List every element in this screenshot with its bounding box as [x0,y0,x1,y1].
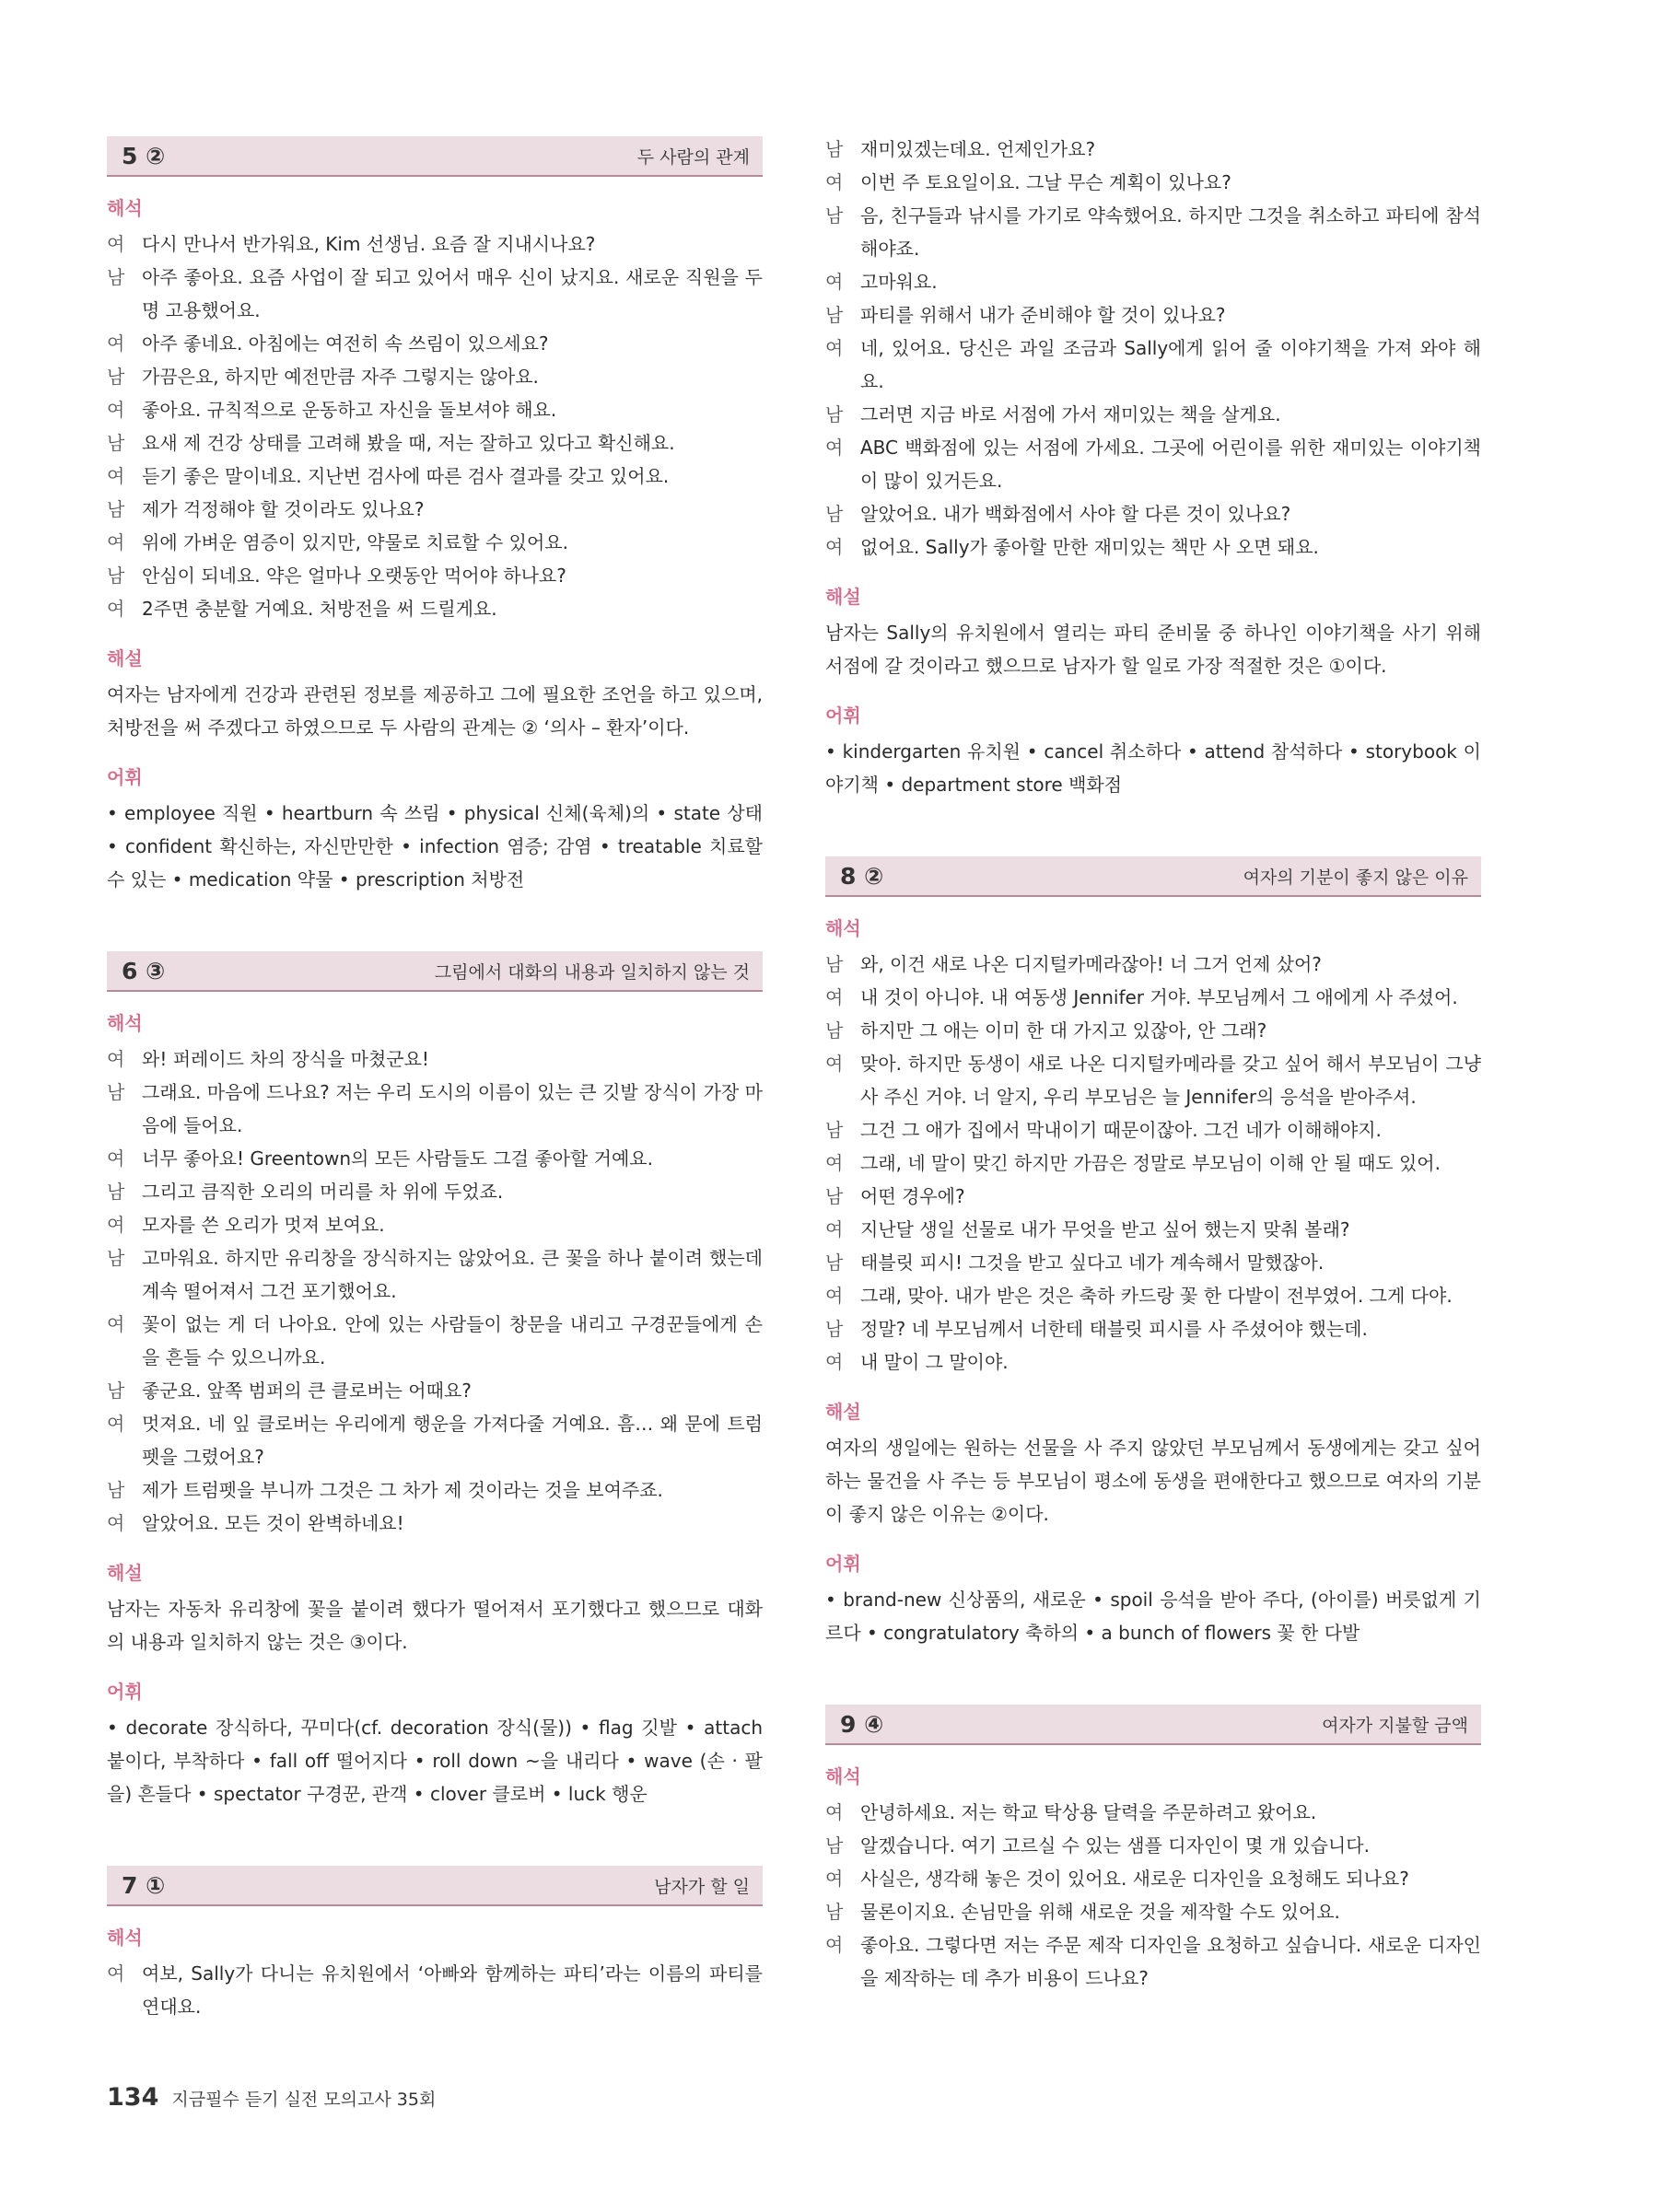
q7-dialogue-right [825,133,1481,564]
dialogue-line [107,1957,763,2023]
dialogue-line [107,1308,763,1374]
q6-translation-label: 해석 [107,1012,143,1034]
utterance: 제가 걱정해야 할 것이라도 있나요? [142,498,425,520]
speaker: 여 [825,271,844,293]
dialogue-line [825,265,1481,298]
q6-explanation-label: 해설 [107,1562,143,1584]
q6-number: 6 ③ [122,957,166,984]
dialogue-line [107,460,763,493]
speaker: 남 [107,432,125,454]
q7-translation-label: 해석 [107,1927,143,1949]
dialogue-line [825,981,1481,1014]
q8-translation-label: 해석 [825,917,861,939]
dialogue-line [825,166,1481,199]
dialogue-line [107,1076,763,1142]
speaker: 여 [107,1048,125,1070]
speaker: 남 [825,204,844,227]
utterance: 아주 좋네요. 아침에는 여전히 속 쓰림이 있으세요? [142,332,549,355]
q6-vocab: • decorate 장식하다, 꾸미다(cf. decoration 장식(물)) • flag 깃발 • attach 붙이다, 부착하다 • fall off 떨어지다 • roll down ~을 내리다 • wave (손 · 팔을) 흔들다 • spectator 구경꾼, 관객 • clover 클로버 • luck 행운 [107,1717,763,1805]
utterance: 음, 친구들과 낚시를 가기로 약속했어요. 하지만 그것을 취소하고 파티에 참석해야죠. [860,204,1481,260]
speaker: 여 [107,465,125,487]
q7-number: 7 ① [122,1871,166,1899]
speaker: 남 [107,1081,125,1103]
dialogue-line [825,1180,1481,1213]
q7-explanation-label: 해설 [825,586,861,608]
utterance: 다시 만나서 반가워요, Kim 선생님. 요즘 잘 지내시나요? [142,233,596,255]
speaker: 남 [107,498,125,520]
q7-explanation: 남자는 Sally의 유치원에서 열리는 파티 준비물 중 하나인 이야기책을 사기 위해 서점에 갈 것이라고 했으므로 남자가 할 일로 가장 적절한 것은 ①이다. [825,622,1481,677]
q8-explanation-label: 해설 [825,1401,861,1423]
utterance: 그건 그 애가 집에서 막내이기 때문이잖아. 그건 네가 이해해야지. [860,1119,1382,1141]
q9-translation-label: 해석 [825,1765,861,1787]
utterance: 네, 있어요. 당신은 과일 조금과 Sally에게 읽어 줄 이야기책을 가져 와야 해요. [860,337,1481,392]
dialogue-line [825,497,1481,530]
utterance: 없어요. Sally가 좋아할 만한 재미있는 책만 사 오면 돼요. [860,536,1319,558]
speaker: 여 [107,1214,125,1236]
q5-number: 5 ② [122,142,166,169]
q7-header [107,1866,763,1906]
dialogue-line [107,1407,763,1473]
utterance: 너무 좋아요! Greentown의 모든 사람들도 그걸 좋아할 거예요. [142,1147,653,1170]
q9-topic: 여자가 지불할 금액 [1322,1715,1468,1736]
q8-number: 8 ② [840,862,884,890]
utterance: 그리고 큼직한 오리의 머리를 차 위에 두었죠. [142,1181,504,1203]
q9-dialogue [825,1796,1481,1995]
utterance: 그래요. 마음에 드나요? 저는 우리 도시의 이름이 있는 큰 깃발 장식이 가장 마음에 들어요. [142,1081,763,1136]
utterance: 알았어요. 모든 것이 완벽하네요! [142,1512,404,1534]
q6-vocab-label: 어휘 [107,1681,143,1703]
utterance: 파티를 위해서 내가 준비해야 할 것이 있나요? [860,304,1226,326]
dialogue-line [825,1895,1481,1928]
speaker: 남 [825,1185,844,1207]
dialogue-line [825,1014,1481,1047]
q8-vocab-label: 어휘 [825,1553,861,1575]
utterance: 아주 좋아요. 요즘 사업이 잘 되고 있어서 매우 신이 났지요. 새로운 직원을 두 명 고용했어요. [142,266,763,321]
speaker: 여 [107,1962,125,1985]
dialogue-line [107,592,763,625]
speaker: 여 [825,1868,844,1890]
q9-header [825,1705,1481,1745]
utterance: 안심이 되네요. 약은 얼마나 오랫동안 먹어야 하나요? [142,565,566,587]
utterance: 위에 가벼운 염증이 있지만, 약물로 치료할 수 있어요. [142,531,568,553]
dialogue-line [107,1142,763,1175]
speaker: 여 [825,986,844,1008]
speaker: 여 [107,1512,125,1534]
utterance: 어떤 경우에? [860,1185,965,1207]
speaker: 남 [825,1901,844,1923]
utterance: 꽃이 없는 게 더 나아요. 안에 있는 사람들이 창문을 내리고 구경꾼들에게 손을 흔들 수 있으니까요. [142,1313,763,1368]
dialogue-line [107,1175,763,1208]
dialogue-line [107,1042,763,1076]
speaker: 여 [825,1285,844,1307]
dialogue-line [107,1473,763,1507]
speaker: 남 [825,1119,844,1141]
utterance: 맞아. 하지만 동생이 새로 나온 디지털카메라를 갖고 싶어 해서 부모님이 그냥 사 주신 거야. 너 알지, 우리 부모님은 늘 Jennifer의 응석을 받아주셔. [860,1053,1481,1108]
utterance: 이번 주 토요일이요. 그날 무슨 계획이 있나요? [860,171,1231,193]
dialogue-line [107,526,763,559]
speaker: 남 [825,304,844,326]
q5-topic: 두 사람의 관계 [636,146,750,168]
dialogue-line [825,1862,1481,1895]
q8-topic: 여자의 기분이 좋지 않은 이유 [1243,867,1468,888]
dialogue-line [107,426,763,460]
dialogue-line [825,431,1481,497]
q7-vocab-label: 어휘 [825,704,861,727]
utterance: 알았어요. 내가 백화점에서 사야 할 다른 것이 있나요? [860,503,1291,525]
q5-header [107,136,763,177]
book-title: 지금필수 듣기 실전 모의고사 35회 [171,2090,437,2110]
dialogue-line [825,1312,1481,1345]
dialogue-line [825,1279,1481,1312]
speaker: 남 [825,1318,844,1340]
utterance: 지난달 생일 선물로 내가 무엇을 받고 싶어 했는지 맞춰 볼래? [860,1218,1350,1240]
speaker: 여 [825,1053,844,1075]
speaker: 여 [825,1801,844,1823]
dialogue-line [107,1241,763,1308]
utterance: 하지만 그 애는 이미 한 대 가지고 있잖아, 안 그래? [860,1019,1267,1042]
dialogue-line [825,332,1481,398]
q5-dialogue [107,227,763,625]
speaker: 남 [825,1019,844,1042]
q5-explanation: 여자는 남자에게 건강과 관련된 정보를 제공하고 그에 필요한 조언을 하고 있으며, 처방전을 써 주겠다고 하였으므로 두 사람의 관계는 ② ‘의사 – 환자’이다. [107,683,763,739]
speaker: 여 [825,437,844,459]
speaker: 남 [107,1380,125,1402]
speaker: 여 [825,1218,844,1240]
dialogue-line [825,199,1481,265]
utterance: 여보, Sally가 다니는 유치원에서 ‘아빠와 함께하는 파티’라는 이름의 파티를 연대요. [142,1962,763,2018]
utterance: 와, 이건 새로 나온 디지털카메라잖아! 너 그거 언제 샀어? [860,953,1322,975]
utterance: 내 말이 그 말이야. [860,1351,1009,1373]
q6-header [107,951,763,992]
dialogue-line [825,1345,1481,1379]
utterance: 2주면 충분할 거예요. 처방전을 써 드릴게요. [142,598,497,620]
utterance: 가끔은요, 하지만 예전만큼 자주 그렇지는 않아요. [142,366,539,388]
page-number: 134 [107,2083,159,2112]
q6-explanation: 남자는 자동차 유리창에 꽃을 붙이려 했다가 떨어져서 포기했다고 했으므로 대화의 내용과 일치하지 않는 것은 ③이다. [107,1598,763,1653]
speaker: 여 [107,399,125,421]
utterance: 태블릿 피시! 그것을 받고 싶다고 네가 계속해서 말했잖아. [860,1252,1325,1274]
utterance: 내 것이 아니야. 내 여동생 Jennifer 거야. 부모님께서 그 애에게 사 주셨어. [860,986,1458,1008]
speaker: 여 [825,1152,844,1174]
dialogue-line [825,1213,1481,1246]
utterance: 모자를 쓴 오리가 멋져 보여요. [142,1214,385,1236]
q8-explanation: 여자의 생일에는 원하는 선물을 사 주지 않았던 부모님께서 동생에게는 갖고 싶어 하는 물건을 사 주는 등 부모님이 평소에 동생을 편애한다고 했으므로 여자의 기분이 좋지 않은 이유는 ②이다. [825,1437,1481,1525]
dialogue-line [107,360,763,393]
dialogue-line [825,530,1481,564]
speaker: 남 [107,1479,125,1501]
speaker: 남 [107,565,125,587]
dialogue-line [825,1047,1481,1113]
dialogue-line [107,1208,763,1241]
utterance: 알겠습니다. 여기 고르실 수 있는 샘플 디자인이 몇 개 있습니다. [860,1834,1370,1857]
utterance: ABC 백화점에 있는 서점에 가세요. 그곳에 어린이를 위한 재미있는 이야기책이 많이 있거든요. [860,437,1481,492]
speaker: 남 [825,403,844,425]
dialogue-line [825,298,1481,332]
dialogue-line [825,1113,1481,1147]
speaker: 남 [825,503,844,525]
utterance: 재미있겠는데요. 언제인가요? [860,138,1096,160]
q6-topic: 그림에서 대화의 내용과 일치하지 않는 것 [434,961,750,983]
dialogue-line [107,393,763,426]
dialogue-line [107,327,763,360]
speaker: 여 [107,332,125,355]
dialogue-line [825,1246,1481,1279]
speaker: 남 [107,366,125,388]
speaker: 남 [825,1252,844,1274]
utterance: 제가 트럼펫을 부니까 그것은 그 차가 제 것이라는 것을 보여주죠. [142,1479,663,1501]
speaker: 여 [107,233,125,255]
utterance: 물론이지요. 손님만을 위해 새로운 것을 제작할 수도 있어요. [860,1901,1340,1923]
q8-header [825,856,1481,897]
utterance: 요새 제 건강 상태를 고려해 봤을 때, 저는 잘하고 있다고 확신해요. [142,432,675,454]
q9-number: 9 ④ [840,1710,884,1738]
utterance: 안녕하세요. 저는 학교 탁상용 달력을 주문하려고 왔어요. [860,1801,1317,1823]
left-column [107,136,763,2023]
dialogue-line [825,1147,1481,1180]
speaker: 남 [825,953,844,975]
page-footer [107,2083,436,2112]
dialogue-line [825,398,1481,431]
utterance: 그러면 지금 바로 서점에 가서 재미있는 책을 살게요. [860,403,1281,425]
q5-explanation-label: 해설 [107,647,143,669]
speaker: 여 [825,536,844,558]
dialogue-line [107,261,763,327]
utterance: 고마워요. [860,271,938,293]
speaker: 남 [107,1181,125,1203]
q6-dialogue [107,1042,763,1540]
speaker: 남 [107,266,125,288]
dialogue-line [107,493,763,526]
right-column [825,133,1481,1995]
utterance: 멋져요. 네 잎 클로버는 우리에게 행운을 가져다줄 거예요. 흠… 왜 문에 트럼펫을 그렸어요? [142,1413,763,1468]
dialogue-line [107,227,763,261]
dialogue-line [825,1796,1481,1829]
dialogue-line [825,133,1481,166]
q7-topic: 남자가 할 일 [654,1876,750,1897]
q7-dialogue-left [107,1957,763,2023]
utterance: 정말? 네 부모님께서 너한테 태블릿 피시를 사 주셨어야 했는데. [860,1318,1368,1340]
speaker: 여 [107,1147,125,1170]
speaker: 여 [107,531,125,553]
utterance: 듣기 좋은 말이네요. 지난번 검사에 따른 검사 결과를 갖고 있어요. [142,465,670,487]
speaker: 남 [825,138,844,160]
speaker: 여 [107,1413,125,1435]
utterance: 좋군요. 앞쪽 범퍼의 큰 클로버는 어때요? [142,1380,472,1402]
dialogue-line [107,559,763,592]
speaker: 여 [825,1351,844,1373]
speaker: 남 [107,1247,125,1269]
dialogue-line [107,1374,763,1407]
utterance: 고마워요. 하지만 유리창을 장식하지는 않았어요. 큰 꽃을 하나 붙이려 했는데 계속 떨어져서 그건 포기했어요. [142,1247,763,1302]
dialogue-line [107,1507,763,1540]
dialogue-line [825,948,1481,981]
speaker: 여 [107,1313,125,1335]
q8-vocab: • brand-new 신상품의, 새로운 • spoil 응석을 받아 주다, (아이를) 버릇없게 기르다 • congratulatory 축하의 • a bunch of flowers 꽃 한 다발 [825,1589,1481,1644]
speaker: 여 [107,598,125,620]
speaker: 여 [825,1934,844,1956]
q5-vocab: • employee 직원 • heartburn 속 쓰림 • physical 신체(육체)의 • state 상태 • confident 확신하는, 자신만만한 • infection 염증; 감염 • treatable 치료할 수 있는 • medication 약물 • prescription 처방전 [107,802,763,891]
utterance: 와! 퍼레이드 차의 장식을 마쳤군요! [142,1048,429,1070]
utterance: 좋아요. 규칙적으로 운동하고 자신을 돌보셔야 해요. [142,399,557,421]
utterance: 사실은, 생각해 놓은 것이 있어요. 새로운 디자인을 요청해도 되나요? [860,1868,1409,1890]
q7-vocab: • kindergarten 유치원 • cancel 취소하다 • attend 참석하다 • storybook 이야기책 • department store 백화점 [825,740,1481,796]
utterance: 그래, 네 말이 맞긴 하지만 가끔은 정말로 부모님이 이해 안 될 때도 있어. [860,1152,1441,1174]
speaker: 여 [825,171,844,193]
utterance: 그래, 맞아. 내가 받은 것은 축하 카드랑 꽃 한 다발이 전부였어. 그게 다야. [860,1285,1453,1307]
utterance: 좋아요. 그렇다면 저는 주문 제작 디자인을 요청하고 싶습니다. 새로운 디자인을 제작하는 데 추가 비용이 드나요? [860,1934,1481,1989]
speaker: 여 [825,337,844,359]
dialogue-line [825,1829,1481,1862]
speaker: 남 [825,1834,844,1857]
dialogue-line [825,1928,1481,1995]
q5-vocab-label: 어휘 [107,766,143,788]
q5-translation-label: 해석 [107,197,143,219]
q8-dialogue [825,948,1481,1379]
